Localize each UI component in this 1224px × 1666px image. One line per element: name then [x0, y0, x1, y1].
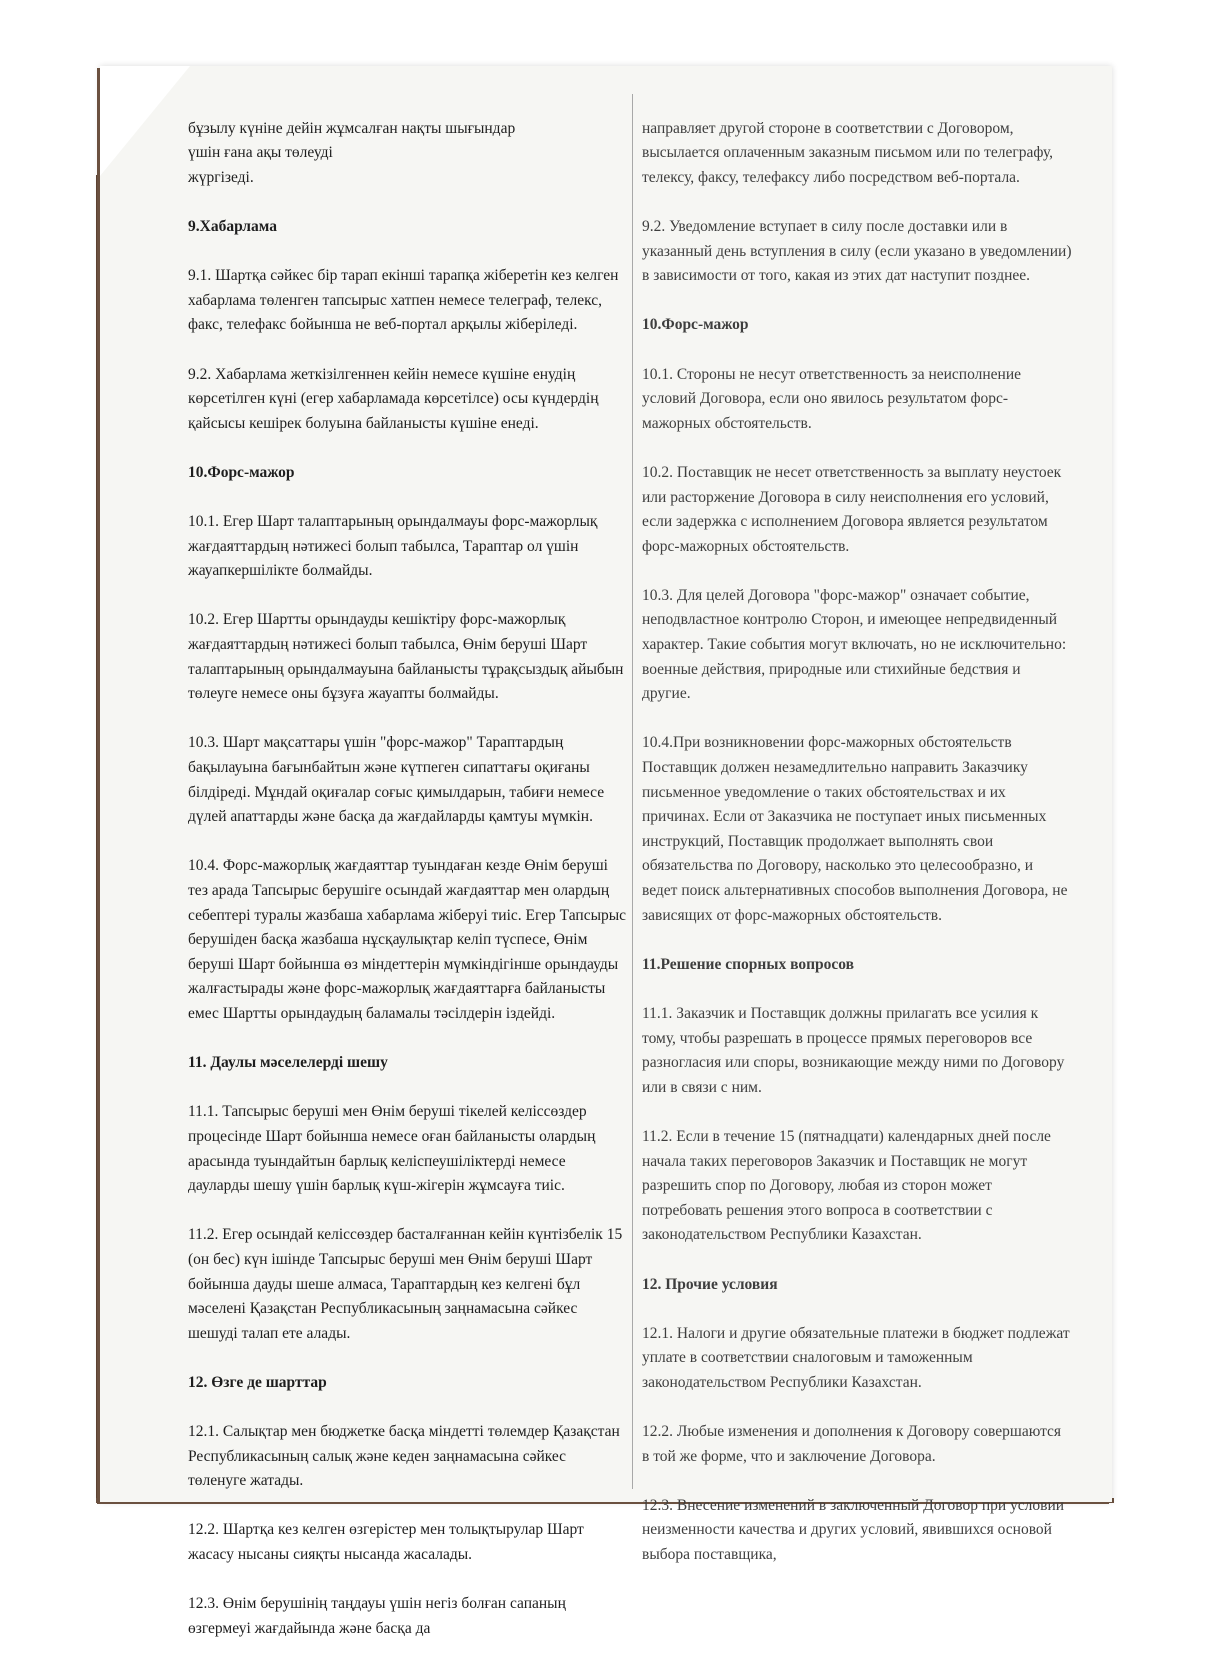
paragraph: направляет другой стороне в соответствии с Договором, высылается оплаченным заказным письмом или по телеграфу, телексу, факсу, телефаксу либо посредством веб-портала.: [642, 119, 1054, 186]
section-heading: 9.Хабарлама: [188, 217, 277, 235]
paragraph: 11.1. Тапсырыс беруші мен Өнім беруші тікелей келіссөздер процесінде Шарт бойынша немесе оған байланысты олардың арасында туындайтын барлық келіспеушіліктерді немесе дауларды шешу үшін барлық күш-жігерін жұмсауға тиіс.: [188, 1103, 596, 1195]
section-heading: 11. Даулы мәселелерді шешу: [188, 1054, 388, 1072]
paragraph: 10.1. Егер Шарт талаптарының орындалмауы форс-мажорлық жағдаяттардың нәтижесі болып табылса, Тараптар ол үшін жауапкершілікте болмайды.: [188, 513, 598, 580]
paragraph: 10.3. Для целей Договора "форс-мажор" означает событие, неподвластное контролю Сторон, и имеющее непредвиденный характер. Такие события могут включать, но не исключительно: военные действия, природные или стихийные бедствия и другие.: [642, 586, 1067, 703]
column-divider: [632, 94, 633, 1489]
section-heading: 11.Решение спорных вопросов: [642, 955, 855, 973]
paragraph: 11.2. Егер осындай келіссөздер басталғаннан кейін күнтізбелік 15 (он бес) күн ішінде Тапсырыс беруші мен Өнім беруші Шарт бойынша дауды шеше алмаса, Тараптардың кез келгені бұл мәселені Қазақстан Республикасының заңнамасына сәйкес шешуді талап ете алады.: [188, 1226, 623, 1342]
paragraph: 12.2. Шартқа кез келген өзгерістер мен толықтырулар Шарт жасасу нысаны сияқты нысанда жасалады.: [188, 1521, 584, 1564]
paragraph: 9.2. Уведомление вступает в силу после доставки или в указанный день вступления в силу (если указано в уведомлении) в зависимости от того, какая из этих дат наступит позднее.: [642, 217, 1072, 285]
paragraph: 9.2. Хабарлама жеткізілгеннен кейін немесе күшіне енудің көрсетілген күні (егер хабарламада көрсетілсе) осы күндердің қайсысы кешірек болуына байланысты күшіне енеді.: [188, 365, 599, 432]
paragraph: 10.3. Шарт мақсаттары үшін "форс-мажор" Тараптардың бақылауына бағынбайтын және күтпеген сипаттағы оқиғаны білдіреді. Мұндай оқиғалар соғыс қимылдарын, табиғи немесе дүлей апаттарды және басқа да жағдайларды қамтуы мүмкін.: [188, 734, 605, 826]
paragraph: 9.1. Шартқа сәйкес бір тарап екінші тарапқа жіберетін кез келген хабарлама төленген тапсырыс хатпен немесе телеграф, телекс, факс, телефакс бойынша не веб-портал арқылы жіберіледі.: [188, 267, 619, 334]
section-heading: 10.Форс-мажор: [188, 463, 295, 481]
paragraph: бұзылу күніне дейін жұмсалған нақты шығындар үшін ғана ақы төлеуді жүргізеді.: [188, 119, 516, 186]
folded-corner: [100, 66, 190, 176]
paragraph: 12.1. Салықтар мен бюджетке басқа міндетті төлемдер Қазақстан Республикасының салық және кеден заңнамасына сәйкес төленуге жатады.: [188, 1423, 620, 1490]
paragraph: 10.2. Егер Шартты орындауды кешіктіру форс-мажорлық жағдаяттардың нәтижесі болып табылса, Өнім беруші Шарт талаптарының орындалмауына байланысты тұрақсыздық айыбын төлеуге немесе оны бұзуға жауапты болмайды.: [188, 611, 624, 703]
paragraph: 12.3. Өнім берушінің таңдауы үшін негіз болған сапаның өзгермеуі жағдайында және басқа да: [188, 1595, 566, 1637]
paragraph: 10.1. Стороны не несут ответственность за неисполнение условий Договора, если оно явилось результатом форс-мажорных обстоятельств.: [642, 365, 1022, 432]
right-column-russian: [642, 92, 1072, 1592]
paragraph: 12.1. Налоги и другие обязательные платежи в бюджет подлежат уплате в соответствии сналоговым и таможенным законодательством Республики Казахстан.: [642, 1324, 1070, 1391]
paragraph: 12.2. Любые изменения и дополнения к Договору совершаются в той же форме, что и заключение Договора.: [642, 1423, 1062, 1465]
section-heading: 12. Өзге де шарттар: [188, 1373, 327, 1391]
section-heading: 10.Форс-мажор: [642, 316, 749, 334]
section-heading: 12. Прочие условия: [642, 1275, 778, 1293]
paragraph: 10.4. Форс-мажорлық жағдаяттар туындаған кезде Өнім беруші тез арада Тапсырыс берушіге осындай жағдаяттар мен олардың себептері туралы жазбаша хабарлама жіберуі тиіс. Егер Тапсырыс берушіден басқа жазбаша нұсқаулықтар келіп түспесе, Өнім беруші Шарт бойынша өз міндеттерін мүмкіндігінше орындауды жалғастырады және форс-мажорлық жағдаяттарға байланысты емес Шартты орындаудың баламалы тәсілдерін іздейді.: [188, 857, 627, 1022]
paragraph: 11.2. Если в течение 15 (пятнадцати) календарных дней после начала таких переговоров Заказчик и Поставщик не могут разрешить спор по Договору, любая из сторон может потребовать решения этого вопроса в соответствии с законодательством Республики Казахстан.: [642, 1127, 1051, 1244]
paragraph: 11.1. Заказчик и Поставщик должны прилагать все усилия к тому, чтобы разрешать в процессе прямых переговоров все разногласия или споры, возникающие между ними по Договору или в связи с ним.: [642, 1004, 1065, 1096]
document-page: [100, 66, 1112, 1637]
left-column-kazakh: [188, 92, 628, 1666]
paragraph: 12.3. Внесение изменений в заключенный Договор при условии неизменности качества и других условий, явившихся основой выбора поставщика,: [642, 1496, 1065, 1564]
paragraph: 10.4.При возникновении форс-мажорных обстоятельств Поставщик должен незамедлительно направить Заказчику письменное уведомление о таких обстоятельствах и их причинах. Если от Заказчика не поступает иных письменных инструкций, Поставщик продолжает выполнять свои обязательства по Договору, насколько это целесообразно, и ведет поиск альтернативных способов выполнения Договора, не зависящих от форс-мажорных обстоятельств.: [642, 734, 1068, 924]
paragraph: 10.2. Поставщик не несет ответственность за выплату неустоек или расторжение Договора в силу неисполнения его условий, если задержка с исполнением Договора является результатом форс-мажорных обстоятельств.: [642, 463, 1062, 555]
